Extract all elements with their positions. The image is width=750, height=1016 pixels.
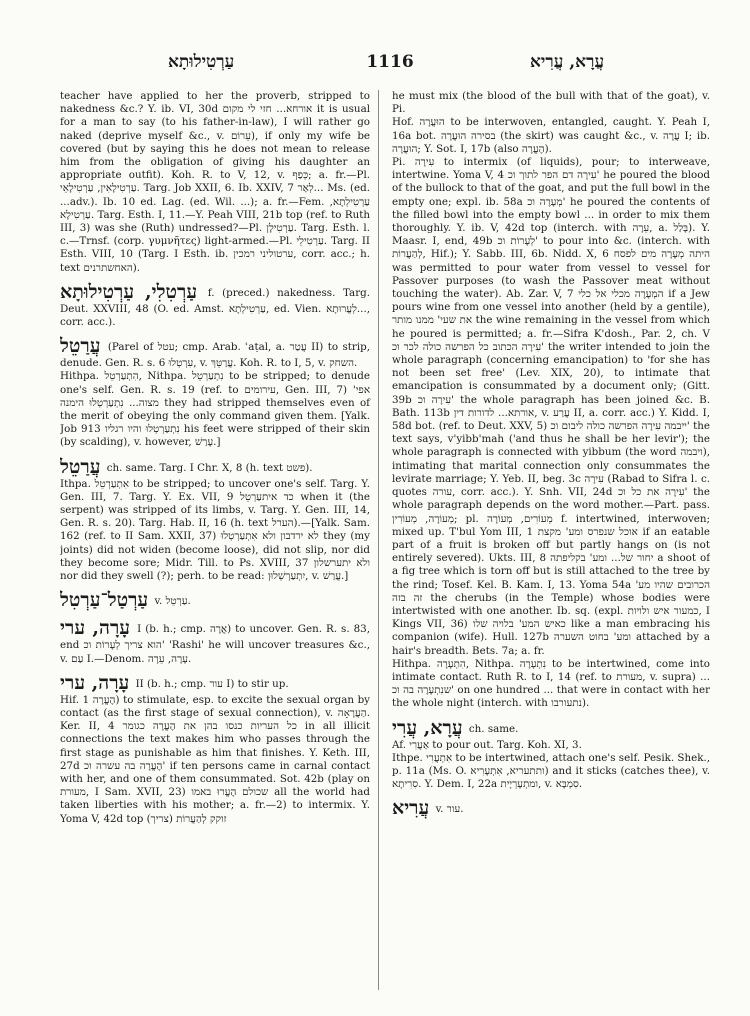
entry-text: (Parel of עטל; cmp. Arab. ʿaṭal, a. עֲטַר II) to strip, denude. Gen. R. s. 6 עִרְטְלוּ, v. עֲרַטֵּךְ. Koh. R. to I, 5, v. השחק.: [60, 341, 371, 370]
entry-subsection-pi: Pi. עִירָה to intermix (of liquids), pour; to interweave, intertwine. Yoma V, 4 עִירָה דם הפר לתוך וכ' he poured the blood of the bullock to that of the goat, and put the full bowl in the empty one; expl. ib. 58a מְעָרֶה וכ' he poured the contents of the filled bowl into the empty bowl ... in order to mix them thoroughly. Y. ib. V, 42d top (interch. with עֵרָה, a. בָּלַל). Y. Maasr. I, end, 49b לְעָרוֹת וכ' to pour into &c. (interch. with לְהַעֲרוֹת, Hif.); Y. Sabb. III, 6b. Nidd. X, 6 היתה מְעָרָה מים לפסח was permitted to pour water from vessel to vessel for Passover purposes (to wash the Passover meat without touching the water). Ab. Zar. V, 7 המְעָרֶה מכלי אל כלי if a Jew pours wine from one vessel into another (held by a gentile), את שעי' ממנו מותר the wine remaining in the vessel from which he poured is permitted; a. fr.—Sifra K'dosh., Par. 2, ch. V עִירָה הכתוב כל הפרשה כולה לכר וכ' the writer intended to join the whole paragraph (concerning emancipation) to 'for she has not been set free' (Lev. XIX, 20), to intimate that emancipation is consummated by a document only; (Gitt. 39b עִירָה וכ' the whole paragraph has been joined &c. B. Bath. 113b אורתא... לדורות דין, v. עֲרַע II, a. corr. acc.) Y. Kidd. I, 58d bot. (ref. to Deut. XXV, 5) ייבמה עִירָה הפרשה כולה ליבום וכ' the text says, v'yibb'mah ('and thus he shall be her levir'); the whole paragraph is connected with yibbum (the word ויבמה), intimating that marital connection only consummates the levirate marriage; Y. Yeb. II, beg. 3c עִירָה (Rabad to Sifra l. c. quotes עורה, corr. acc.). Y. Snh. VII, 24d עִירָה את כל וכ' the whole paragraph depends on the word mother.—Part. pass. מְעוֹרָה, מְעוֹרִין; pl. מְעוֹרִים, מְעוֹרָה f. intertwined, interwoven; mixed up. T'bul Yom III, 1 אוכל שנפרס ומע' מקצת if an eatable part of a fruit is broken off but partly hangs on (is not entirely severed). Ukts. III, 8 יחור של... ומע' בקליפתה a shoot of a fig tree which is torn off but is still attached to the tree by the rind; Tosef. Kel. B. Kam. I, 13. Yoma 54a הכרובים שהיו מע' זה בזה the cherubs (in the Temple) whose bodies were intertwisted with one another. Ib. sq. (expl. כמעור איש ולויות, I Kings VII, 36) כאיש המע' בלויה שלו like a man embracing his companion (wife). Hull. 127b ומע' בחוט השערה attached by a hair's breadth. Bets. 7a; a. fr.: [392, 156, 710, 657]
entry-text: I (b. h.; cmp. אֲרָה) to uncover. Gen. R. s. 83, end הוא צריך לְעָרוֹת וכ' 'Rashi' he will uncover treasures &c., v. עַם I.—Denom. עָרָה, עֵרָה.: [60, 623, 371, 665]
entry-headword: עֲרָא, עֲרִי: [392, 716, 463, 739]
entry-text: II (b. h.; cmp. עור I) to stir up.: [135, 677, 289, 690]
entry-subsection-ithpe: Ithpe. אִתְעֲרִי to be intertwined, attach one's self. Pesik. Shek., p. 11a (Ms. O. ותתעריא, אִתְעָרִיא) and it sticks (catches thee), v. סִרִיתָא. Y. Dem. I, 22a ומתְעָרְיָית, v. סִמְבָּא.: [392, 751, 710, 791]
entry-text: f. (preced.) nakedness. Targ. Deut. XXVIII, 48 (O. ed. Amst. עַרְטִילְתָא, ed. Vien. לְעֲרוּתָא..., corr. acc.).: [60, 286, 370, 329]
page-header: [60, 52, 700, 78]
entry-arah-2: [60, 672, 370, 694]
entry-headword: עֲרִיא: [392, 797, 430, 820]
header-right-headword: עֲרָא, עֲרִיא: [530, 52, 605, 72]
entry-headword: עַרְטַל־עַרְטִל: [60, 589, 149, 612]
entry-subsection-hif: Hif. הֶעֱרָה 1) to stimulate, esp. to excite the sexual organ by contact (as the first stage of sexual connection), v. הַעֲרָאָה. Ker. II, 4 כל העריות כנסו בהן את הֶעֱרָה כגומר in all illicit connections the text makes him who passes through the first stage as punishable as him that finishes. Y. Keth. III, 27d הֶעֱרָה בה עשרה וכ' if ten persons came in carnal contact with her, and one of them consummated. Sot. 42b (play on מעורת, I Sam. XVII, 23) שכולם הֶעֱרוּ באמו all the world had taken liberties with his mother; a. fr.—2) to intermix. Y. Yoma V, 42d top (צריך) זוקק לְהַעֲרוֹת: [60, 693, 371, 825]
right-column: [388, 90, 710, 990]
entry-ara-chaldaic: [392, 717, 710, 739]
two-column-body: [60, 90, 710, 990]
entry-subsection-ithpa: Ithpa. אִתְעַרְטֵל to be stripped; to uncover one's self. Targ. Y. Gen. III, 7. Targ. Y. Ex. VII, 9 כד איתעַרְטֵל when it (the serpent) was stripped of its limbs, v. Targ. Y. Gen. III, 14, Gen. R. s. 20). Targ. Hab. II, 16 (h. text הערל).—[Yalk. Sam. 162 (ref. to II Sam. XXII, 37) לא ירדבון ולא אִתְעַרְטְלוּ they (my joints) did not widen (become loose), did not slip, nor did they become sore; Midr. Till. to Ps. XVIII, 37 ולא יתערשלון nor did they swell (?); perh. to be read: יִתְעַרְשְׁלוּן, v. עֲרַשׁ.]: [60, 477, 370, 583]
entry-artilutha: [60, 281, 370, 329]
entry-subsection-hithpa: Hithpa. הִתְעָרָה, Nithpa. נִתְעָרָה to be intertwined, come into intimate contact. Ruth R. to I, 14 (ref. to מעורת, v. supra) ... שנִתְעָרָה בה וכ' on one hundred ... that were in contact with her the whole night (interch. with נתעורבו).: [392, 657, 710, 710]
entry-artal-crossref: [60, 589, 370, 611]
entry-arah-1: [60, 617, 370, 665]
header-left-headword: עַרְטִילוּתָא: [168, 52, 235, 72]
entry-text: ch. same.: [468, 722, 519, 735]
entry-text: v. עַרְטֵל.: [154, 595, 191, 608]
entry-subsection-hithpa: Hithpa. הִתְעַרְטֵל, Nithpa. נִתְעַרְטֵל to be stripped; to denude one's self. Gen. R. s. 19 (ref. to עירומים, Gen. III, 7) אפי' מצוה... נִתְעַרְטְלוּ הימנה they had stripped themselves even of the merit of obeying the only command given them. [Yalk. Job 913 נִתְעַרְטְלוּ והיו רגליו his feet were stripped of their skin (by scalding), v. however, עָרַשׁ.]: [60, 370, 371, 449]
entry-aratel-chaldaic: [60, 456, 370, 478]
entry-text: v. עור.: [435, 803, 464, 816]
entry-headword: עָרָה, ערי: [60, 617, 131, 640]
entry-headword: עֲרַטֵל: [60, 335, 101, 358]
entry-headword: עַרְטִלִי, עַרְטִילוּתָא: [60, 280, 198, 303]
page-number: 1116: [366, 52, 414, 72]
entry-text: ch. same. Targ. I Chr. X, 8 (h. text פשט).: [106, 461, 313, 474]
entry-subsection-af: Af. אַעֲרִי to pour out. Targ. Koh. XI, 3.: [392, 738, 582, 751]
entry-aratel: [60, 335, 370, 370]
entry-subsection-hof: Hof. הוּעֲרָה to be interwoven, entangled, caught. Y. Peah I, 16a bot. בסירה הוּעֲרָה (the skirt) was caught &c., v. עֲרָה I; ib. הוּעֲרָה; Y. Sot. I, 17b (also הֶעֱרָה).: [392, 116, 710, 155]
entry-headword: עֲרַטֵל: [60, 455, 101, 478]
entry-headword: עָרָה, ערי: [60, 671, 130, 694]
continued-entry-text: he must mix (the blood of the bull with that of the goat), v. Pi.: [392, 90, 710, 116]
left-column: [60, 90, 379, 990]
entry-aria: [392, 797, 710, 819]
continued-entry-text: teacher have applied to her the proverb, stripped to nakedness &c.? Y. ib. VI, 30d אורחא... חזי לי מקום it is usual for a man to say (to his father-in-law), I will rather go naked (deprive myself &c., v. עֵרוֹם), if only my wife be covered (but by saying this he does not mean to release him from the obligation of giving his daughter an appropriate outfit). Koh. R. to V, 12, v. כְּפַף; a. fr.—Pl. עַרְטִילָאִין, עַרְטִילָאֵי. Targ. Job XXII, 6. Ib. XXIV, 7 לְאַר... Ms. (ed. ...adv.). Ib. 10 ed. Lag. (ed. Wil. ...); a. fr.—Fem. עַרְטִילְתָא, עַרְטִילָא. Targ. Esth. I, 11.—Y. Peah VIII, 21b top (ref. to Ruth III, 3) was she (Ruth) undressed?—Pl. עַרְטִילָן. Targ. Esth. l. c.—Trnsf. (corp. γυμνῆτες) light-armed.—Pl. עַרְטִילֵי. Targ. II Esth. VIII, 10 (Targ. I Esth. ib. ערטוליני רמכין, corr. acc.; h. text האחשתרנים).: [60, 90, 371, 274]
